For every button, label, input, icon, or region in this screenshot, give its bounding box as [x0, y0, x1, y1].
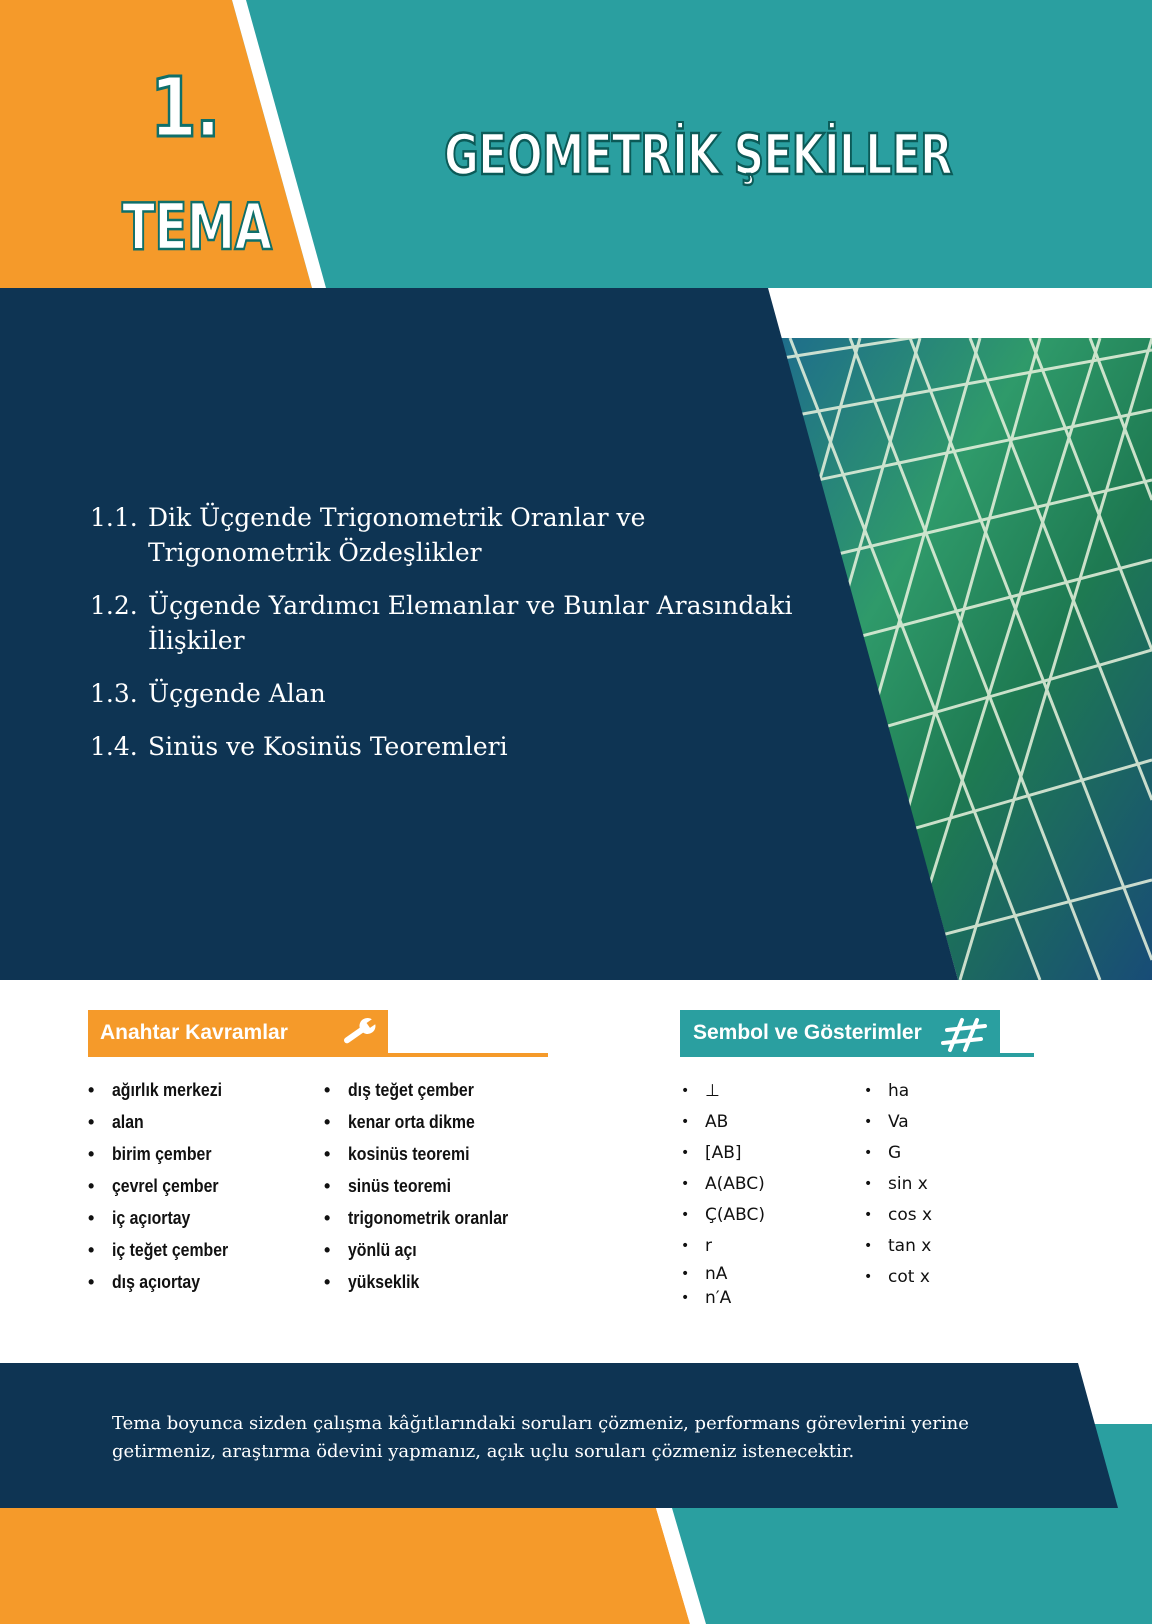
list-item	[864, 1200, 932, 1231]
key-concept: yükseklik	[348, 1272, 420, 1292]
footer-orange-wedge	[0, 1508, 690, 1624]
footer-teal-corner	[672, 1508, 1152, 1624]
contents-item	[90, 676, 810, 711]
contents-item-number: 1.1.	[90, 503, 138, 532]
list-item	[88, 1170, 244, 1202]
list-item	[88, 1266, 244, 1298]
key-concept: dış açıortay	[112, 1272, 201, 1292]
key-concept: trigonometrik oranlar	[348, 1208, 509, 1228]
symbol: tan x	[888, 1236, 932, 1256]
key-concept: çevrel çember	[112, 1176, 219, 1196]
key-concept: kosinüs teoremi	[348, 1144, 470, 1164]
list-item	[324, 1074, 530, 1106]
list-item	[324, 1202, 530, 1234]
list-item	[324, 1106, 530, 1138]
contents-item-number: 1.3.	[90, 679, 138, 708]
list-item	[88, 1234, 244, 1266]
symbol: A(ABC)	[705, 1174, 765, 1194]
list-item	[864, 1076, 932, 1107]
key-concept: dış teğet çember	[348, 1080, 474, 1100]
contents-item	[90, 729, 810, 764]
list-item	[681, 1286, 765, 1310]
list-item	[864, 1262, 932, 1293]
list-item	[681, 1076, 765, 1107]
symbol: cot x	[888, 1267, 930, 1287]
key-concept: iç açıortay	[112, 1208, 191, 1228]
symbol: ha	[888, 1081, 910, 1101]
contents-item-number: 1.4.	[90, 732, 138, 761]
symbol: Ç(ABC)	[705, 1205, 765, 1225]
key-concepts-column-2	[324, 1074, 530, 1298]
list-item	[681, 1231, 765, 1262]
symbol: ⊥	[705, 1081, 720, 1101]
symbols-column-2	[864, 1076, 932, 1293]
key-concept: ağırlık merkezi	[112, 1080, 223, 1100]
key-concept: yönlü açı	[348, 1240, 417, 1260]
key-concept: birim çember	[112, 1144, 212, 1164]
list-item	[324, 1266, 530, 1298]
list-item	[324, 1138, 530, 1170]
key-concept: alan	[112, 1112, 144, 1132]
symbol: [AB]	[705, 1143, 742, 1163]
list-item	[864, 1107, 932, 1138]
key-concept: iç teğet çember	[112, 1240, 229, 1260]
symbols-column-1	[681, 1076, 765, 1310]
list-item	[681, 1107, 765, 1138]
contents-item-title: Sinüs ve Kosinüs Teoremleri	[148, 732, 508, 761]
contents-list	[90, 500, 810, 782]
theme-title: GEOMETRİK ŞEKİLLER	[444, 123, 953, 188]
list-item	[681, 1200, 765, 1231]
symbol: sin x	[888, 1174, 928, 1194]
list-item	[88, 1138, 244, 1170]
list-item	[324, 1234, 530, 1266]
symbol: G	[888, 1143, 902, 1163]
key-concept: sinüs teoremi	[348, 1176, 452, 1196]
list-item	[864, 1169, 932, 1200]
symbol: AB	[705, 1112, 729, 1132]
list-item	[88, 1202, 244, 1234]
symbols-title: Sembol ve Gösterimler	[693, 1021, 922, 1044]
key-concepts-column-1	[88, 1074, 244, 1298]
footer-note: Tema boyunca sizden çalışma kâğıtlarındaki soruları çözmeniz, performans görevlerini yerine getirmeniz, araştırma ödevini yapmanız, açık uçlu soruları çözmeniz istenecektir.	[112, 1413, 969, 1462]
theme-label: TEMA	[122, 191, 272, 265]
list-item	[681, 1169, 765, 1200]
contents-item-number: 1.2.	[90, 591, 138, 620]
contents-item	[90, 500, 810, 570]
list-item	[681, 1262, 765, 1286]
symbol: nA	[705, 1264, 728, 1284]
contents-item-title: Üçgende Yardımcı Elemanlar ve Bunlar Arasındaki İlişkiler	[148, 591, 793, 655]
list-item	[324, 1170, 530, 1202]
key-concepts-title: Anahtar Kavramlar	[100, 1021, 288, 1044]
symbol: r	[705, 1236, 712, 1256]
symbol: n′A	[705, 1288, 732, 1308]
theme-number: 1.	[150, 61, 220, 156]
list-item	[864, 1138, 932, 1169]
symbol: cos x	[888, 1205, 933, 1225]
list-item	[88, 1106, 244, 1138]
contents-item-title: Üçgende Alan	[148, 679, 326, 708]
list-item	[681, 1138, 765, 1169]
key-concept: kenar orta dikme	[348, 1112, 475, 1132]
list-item	[88, 1074, 244, 1106]
symbol: Va	[888, 1112, 909, 1132]
contents-item	[90, 588, 810, 658]
list-item	[864, 1231, 932, 1262]
contents-item-title: Dik Üçgende Trigonometrik Oranlar ve Trigonometrik Özdeşlikler	[148, 503, 646, 567]
